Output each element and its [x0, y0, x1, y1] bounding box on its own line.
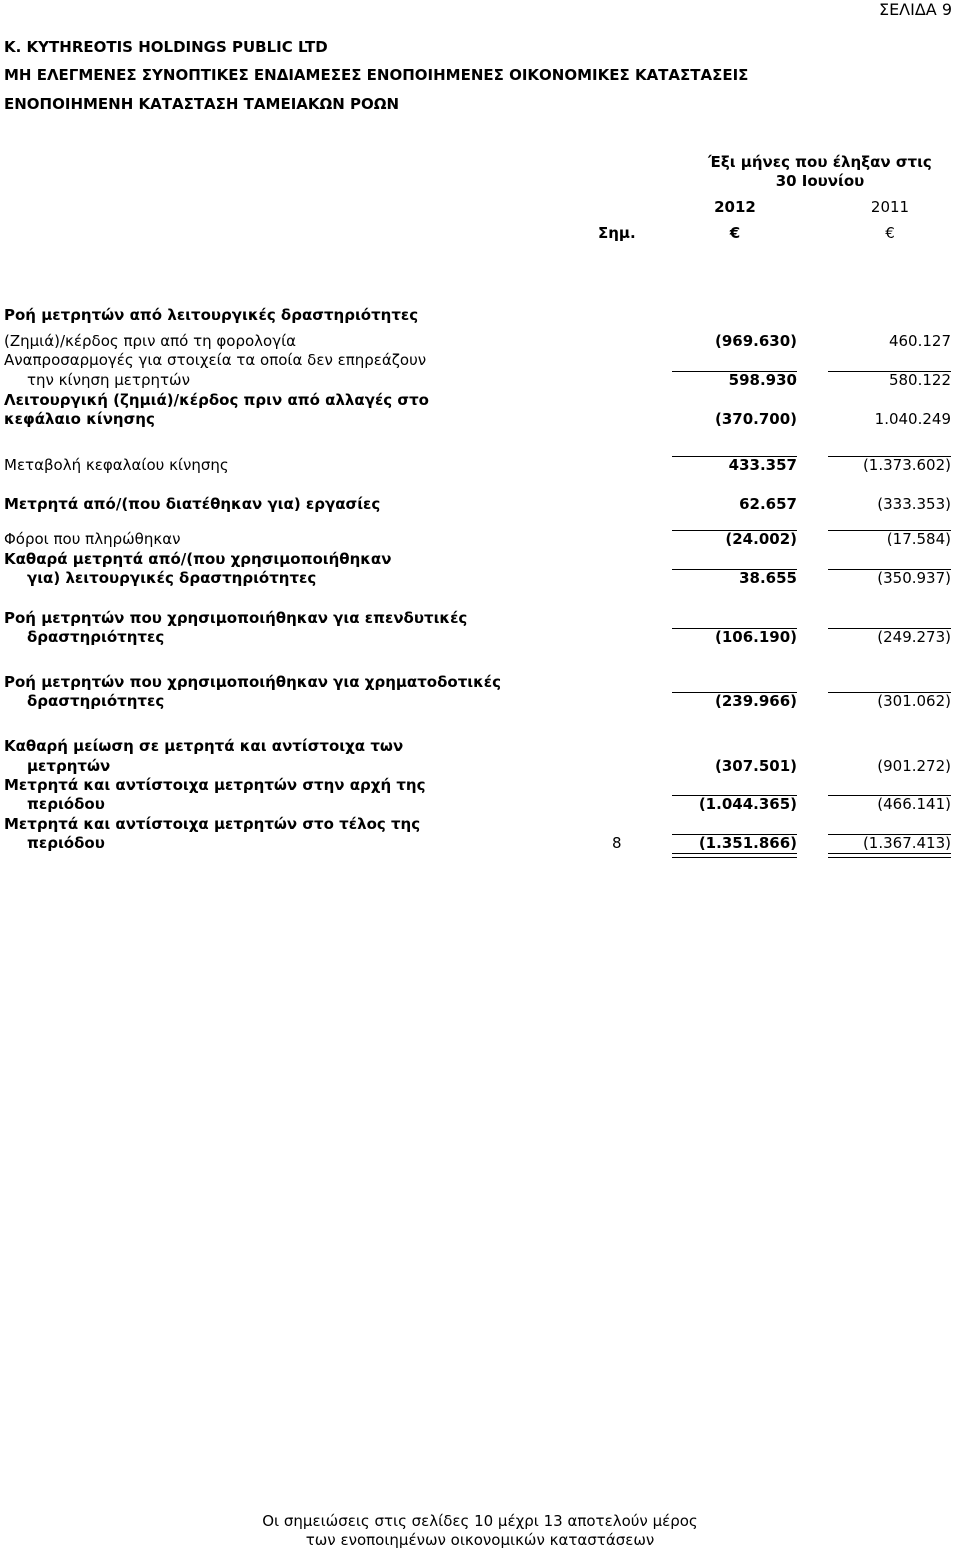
row-value-current: 62.657 [739, 495, 797, 513]
rule-prior [828, 692, 951, 693]
row-value-prior: 1.040.249 [874, 410, 951, 428]
period-header-line2: 30 Ιουνίου [775, 172, 865, 190]
row-value-current: (106.190) [714, 628, 797, 646]
row-value-prior: (1.373.602) [862, 456, 951, 474]
row-label-continued: δραστηριότητες [27, 628, 165, 646]
row-label: Μετρητά και αντίστοιχα μετρητών στην αρχή της [4, 776, 426, 794]
rule-current [672, 628, 797, 629]
row-label: Λειτουργική (ζημιά)/κέρδος πριν από αλλαγές στο [4, 391, 429, 409]
row-label: Αναπροσαρμογές για στοιχεία τα οποία δεν επηρεάζουν [4, 351, 427, 369]
row-label: Μετρητά από/(που διατέθηκαν για) εργασίες [4, 495, 381, 513]
year-current: 2012 [714, 198, 756, 216]
row-value-prior: (901.272) [877, 757, 951, 775]
row-value-prior: 460.127 [888, 332, 951, 350]
rule-prior [828, 834, 951, 835]
row-label: Μεταβολή κεφαλαίου κίνησης [4, 456, 229, 474]
row-label: Καθαρά μετρητά από/(που χρησιμοποιήθηκαν [4, 550, 392, 568]
row-label-continued: για) λειτουργικές δραστηριότητες [27, 569, 317, 587]
row-value-prior: (333.353) [877, 495, 951, 513]
row-value-prior: 580.122 [888, 371, 951, 389]
section-title: Ροή μετρητών από λειτουργικές δραστηριότητες [4, 306, 419, 324]
row-value-current: (307.501) [714, 757, 797, 775]
row-value-prior: (350.937) [877, 569, 951, 587]
statement-title: ΕΝΟΠΟΙΗΜΕΝΗ ΚΑΤΑΣΤΑΣΗ ΤΑΜΕΙΑΚΩΝ ΡΟΩΝ [4, 95, 400, 113]
double-rule-prior [828, 853, 951, 858]
row-label-continued: δραστηριότητες [27, 692, 165, 710]
currency-prior: € [885, 224, 895, 242]
note-column-label: Σημ. [598, 224, 636, 242]
row-label: Ροή μετρητών που χρησιμοποιήθηκαν για επενδυτικές [4, 609, 468, 627]
row-value-current: (239.966) [714, 692, 797, 710]
rule-current [672, 456, 797, 457]
currency-current: € [729, 224, 741, 242]
double-rule-current [672, 853, 797, 858]
year-prior: 2011 [870, 198, 910, 216]
row-label-continued: κεφάλαιο κίνησης [4, 410, 155, 428]
row-value-prior: (1.367.413) [862, 834, 951, 852]
rule-current [672, 834, 797, 835]
row-note: 8 [612, 834, 622, 852]
row-label: Καθαρή μείωση σε μετρητά και αντίστοιχα των [4, 737, 404, 755]
period-header-line1: Έξι μήνες που έληξαν στις [708, 153, 932, 171]
row-value-prior: (249.273) [877, 628, 951, 646]
rule-prior [828, 456, 951, 457]
row-label: (Ζημιά)/κέρδος πριν από τη φορολογία [4, 332, 297, 350]
row-label-continued: μετρητών [27, 757, 111, 775]
row-label: Ροή μετρητών που χρησιμοποιήθηκαν για χρηματοδοτικές [4, 673, 502, 691]
row-label-continued: περιόδου [27, 834, 105, 852]
rule-prior [828, 569, 951, 570]
row-label-continued: περιόδου [27, 795, 105, 813]
row-value-current: 598.930 [728, 371, 797, 389]
row-value-prior: (466.141) [877, 795, 951, 813]
page-number: ΣΕΛΙΔΑ 9 [878, 0, 952, 19]
row-value-current: (969.630) [714, 332, 797, 350]
row-value-current: (1.044.365) [698, 795, 797, 813]
row-label-continued: την κίνηση μετρητών [27, 371, 190, 389]
rule-prior [828, 795, 951, 796]
row-value-current: (370.700) [714, 410, 797, 428]
row-value-current: (24.002) [725, 530, 797, 548]
rule-current [672, 569, 797, 570]
rule-prior [828, 371, 951, 372]
row-value-current: 433.357 [728, 456, 797, 474]
row-value-current: (1.351.866) [698, 834, 797, 852]
row-label: Φόροι που πληρώθηκαν [4, 530, 181, 548]
footer-note-line2: των ενοποιημένων οικονομικών καταστάσεων [305, 1531, 655, 1549]
rule-prior [828, 628, 951, 629]
rule-current [672, 692, 797, 693]
row-value-prior: (301.062) [877, 692, 951, 710]
rule-prior [828, 530, 951, 531]
rule-current [672, 795, 797, 796]
row-value-prior: (17.584) [886, 530, 951, 548]
row-value-current: 38.655 [739, 569, 797, 587]
rule-current [672, 530, 797, 531]
statement-type: ΜΗ ΕΛΕΓΜΕΝΕΣ ΣΥΝΟΠΤΙΚΕΣ ΕΝΔΙΑΜΕΣΕΣ ΕΝΟΠΟΙΗΜΕΝΕΣ ΟΙΚΟΝΟΜΙΚΕΣ ΚΑΤΑΣΤΑΣΕΙΣ [4, 66, 749, 84]
rule-current [672, 371, 797, 372]
footer-note-line1: Οι σημειώσεις στις σελίδες 10 μέχρι 13 αποτελούν μέρος [262, 1512, 698, 1530]
row-label: Μετρητά και αντίστοιχα μετρητών στο τέλος της [4, 815, 421, 833]
company-name: K. KYTHREOTIS HOLDINGS PUBLIC LTD [4, 38, 328, 56]
